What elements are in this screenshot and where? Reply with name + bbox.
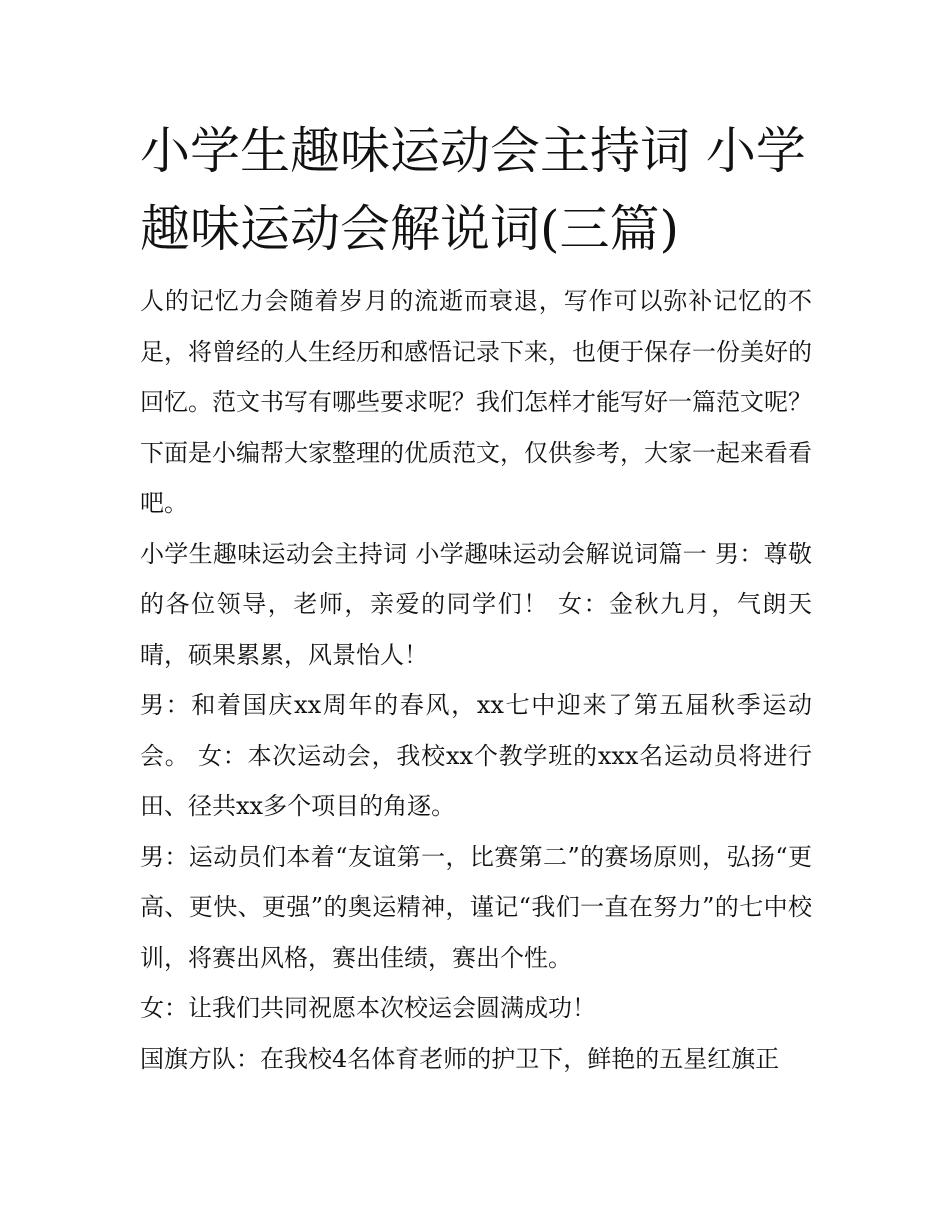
paragraph-flag-team: 国旗方队：在我校4名体育老师的护卫下，鲜艳的五星红旗正 — [140, 1044, 780, 1073]
paragraph-opening: 小学生趣味运动会主持词 小学趣味运动会解说词篇一 男：尊敬的各位领导，老师，亲爱的同学们！ 女：金秋九月，气朗天晴，硕果累累，风景怡人！ — [140, 539, 812, 669]
paragraph-intro: 人的记忆力会随着岁月的流逝而衰退，写作可以弥补记忆的不足，将曾经的人生经历和感悟记录下来，也便于保存一份美好的回忆。范文书写有哪些要求呢？我们怎样才能写好一篇范文呢？下面是小编帮大家整理的优质范文，仅供参考，大家一起来看看吧。 — [140, 287, 812, 517]
paragraph-wish: 女：让我们共同祝愿本次校运会圆满成功！ — [140, 994, 596, 1022]
paragraph-spirit: 男：运动员们本着“友谊第一，比赛第二”的赛场原则，弘扬“更高、更快、更强”的奥运精神，谨记“我们一直在努力”的七中校训，将赛出风格，赛出佳绩，赛出个性。 — [140, 842, 812, 972]
paragraph-national-day: 男：和着国庆xx周年的春风，xx七中迎来了第五届秋季运动会。 女：本次运动会，我校xx个教学班的xxx名运动员将进行田、径共xx多个项目的角逐。 — [140, 691, 812, 820]
document-page — [140, 112, 812, 1084]
document-title: 小学生趣味运动会主持词 小学趣味运动会解说词(三篇) — [140, 122, 806, 258]
